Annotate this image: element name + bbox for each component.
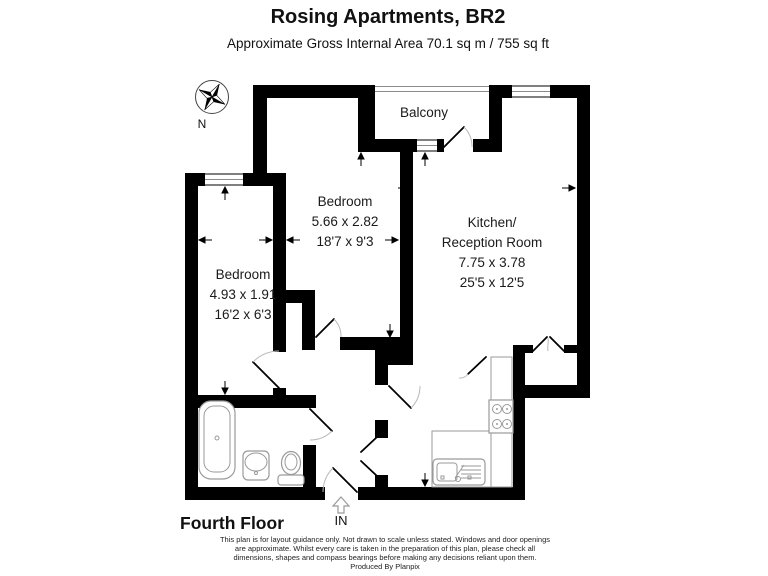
compass-icon xyxy=(196,81,229,132)
wall-segment xyxy=(273,186,286,352)
wall-segment xyxy=(375,345,413,365)
dimension-arrow xyxy=(562,185,575,191)
balcony-railing xyxy=(358,87,502,92)
wall-segment xyxy=(185,173,198,500)
bedroom-second-label: Bedroom xyxy=(215,267,271,282)
toilet xyxy=(278,452,304,486)
disclaimer-line3: dimensions, shapes and compass bearings before making any decisions reliant upon them. xyxy=(233,553,537,562)
bedroom-second-size-metric: 4.93 x 1.91 xyxy=(209,287,277,302)
stove xyxy=(489,400,513,433)
wall-segment xyxy=(302,290,315,350)
page-subtitle: Approximate Gross Internal Area 70.1 sq m / 755 sq ft xyxy=(227,36,549,51)
entrance-marker xyxy=(333,497,349,528)
bedroom-second-size-imperial: 16'2 x 6'3 xyxy=(214,307,272,322)
dimension-arrow xyxy=(422,153,428,166)
wall-segment xyxy=(400,152,413,350)
bathroom-door xyxy=(310,409,332,440)
disclaimer xyxy=(220,535,550,571)
kitchen-cupboard-door xyxy=(459,357,486,378)
wall-segment xyxy=(489,85,512,98)
entry-door xyxy=(323,468,357,492)
dimension-arrow xyxy=(385,237,398,243)
balcony-label: Balcony xyxy=(399,105,449,120)
kitchen-sink xyxy=(433,459,485,485)
bedroom-second-door xyxy=(253,351,279,388)
kitchen-label-line1: Kitchen/ xyxy=(467,215,517,230)
kitchen-size-metric: 7.75 x 3.78 xyxy=(458,255,526,270)
wall-segment xyxy=(525,345,533,353)
bedroom-main-size-imperial: 18'7 x 9'3 xyxy=(316,234,374,249)
entrance-arrow-icon xyxy=(333,497,349,513)
compass-north-label: N xyxy=(197,117,207,131)
disclaimer-line2: are approximate. Whilst every care is taken in the preparation of this plan, please check all xyxy=(234,544,536,553)
wall-segment xyxy=(513,398,525,500)
dimension-arrow xyxy=(199,237,212,243)
wall-segment xyxy=(185,487,325,500)
disclaimer-line4: Produced By Planpix xyxy=(350,562,420,571)
window-bedroom-second xyxy=(205,174,243,185)
hall-closet-bifold-doors xyxy=(361,437,377,476)
dimension-arrow xyxy=(387,324,393,337)
bedroom-main-door xyxy=(316,319,341,337)
entrance-label: IN xyxy=(334,513,348,528)
wall-segment xyxy=(437,139,444,152)
bedroom-main-size-metric: 5.66 x 2.82 xyxy=(311,214,379,229)
window-kitchen xyxy=(512,86,550,97)
bedroom-main-label: Bedroom xyxy=(317,194,373,209)
kitchen-label-line2: Reception Room xyxy=(441,235,543,250)
closet-double-doors xyxy=(533,337,564,351)
dimension-arrow xyxy=(287,237,300,243)
wall-segment xyxy=(273,388,286,395)
dimension-arrow xyxy=(222,187,228,200)
wall-segment xyxy=(185,173,205,186)
wall-segment xyxy=(358,139,417,152)
dimension-arrow xyxy=(222,381,228,394)
window-balcony xyxy=(417,140,437,151)
bathtub xyxy=(199,401,235,479)
disclaimer-line1: This plan is for layout guidance only. Not drawn to scale unless stated. Windows and door openings xyxy=(219,535,551,544)
page-title: Rosing Apartments, BR2 xyxy=(270,6,506,28)
bathroom-sink xyxy=(243,451,269,480)
kitchen-door xyxy=(389,386,420,408)
wall-segment xyxy=(564,345,577,353)
wall-segment xyxy=(253,85,358,98)
wall-segment xyxy=(577,85,590,398)
wall-segment xyxy=(375,365,388,385)
wall-segment xyxy=(358,487,525,500)
wall-segment xyxy=(253,85,267,186)
kitchen-size-imperial: 25'5 x 12'5 xyxy=(459,275,525,290)
floor-label: Fourth Floor xyxy=(180,513,285,533)
dimension-arrow xyxy=(259,237,272,243)
balcony-door xyxy=(444,127,472,147)
wall-segment xyxy=(375,420,388,438)
wall-segment xyxy=(303,445,316,487)
dimension-arrow xyxy=(422,473,428,486)
dimension-arrow xyxy=(358,153,364,166)
wall-segment xyxy=(513,345,525,398)
